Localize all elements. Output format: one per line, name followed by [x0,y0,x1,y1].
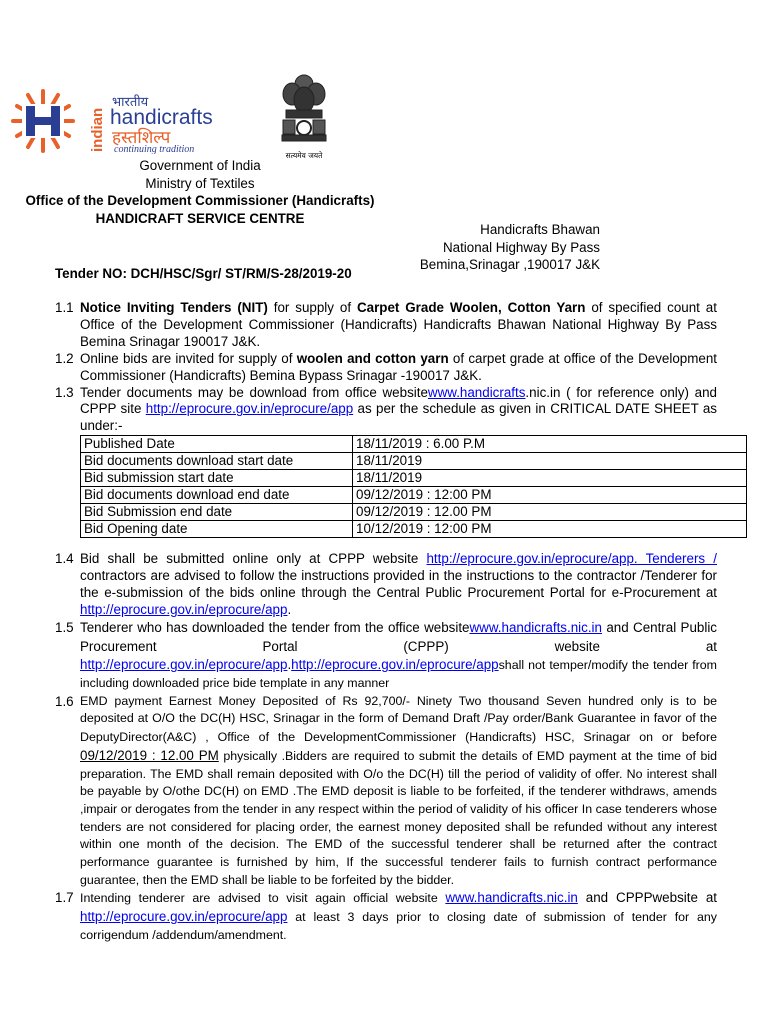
clause-text: Intending tenderer are advised to visit again official website [80,891,446,906]
document-body [55,300,717,945]
header-line-ministry: Ministry of Textiles [145,175,255,191]
tender-number: Tender NO: DCH/HSC/Sgr/ ST/RM/S-28/2019-20 [55,266,352,281]
cppp-link[interactable]: http://eprocure.gov.in/eprocure/app [291,657,499,673]
cppp-link[interactable]: http://eprocure.gov.in/eprocure/app [145,401,354,417]
schedule-value: 18/11/2019 [353,470,747,487]
schedule-label: Bid Opening date [81,521,353,538]
clause-text: .nic.in ( for reference only) and CPPP site [80,384,717,417]
logo-word: handicrafts [110,106,213,129]
clause-1-1 [55,300,717,351]
cppp-link[interactable]: http://eprocure.gov.in/eprocure/app. Tenderers / [426,551,718,567]
clause-text: . [287,657,292,673]
critical-date-table [80,435,747,538]
clause-text: for supply of [267,300,357,315]
schedule-value: 09/12/2019 : 12:00 PM [353,487,747,504]
address-line-2: National Highway By Pass [442,239,600,255]
schedule-row [81,470,747,487]
schedule-value: 09/12/2019 : 12.00 PM [353,504,747,521]
clause-text: at least 3 days prior to closing date of submission of tender for any corrigendum /addendum/amendment. [80,910,717,942]
logo-tagline: continuing tradition [114,144,195,154]
website-link[interactable]: www.handicrafts.nic.in [445,890,578,906]
clause-text: of carpet grade at office of the Development Commissioner (Handicrafts) Bemina Bypass Srinagar -190017 J&K. [80,350,717,383]
logo-side-word: indian [89,107,106,152]
clause-text: . [287,601,292,617]
logo-hindi-top: भारतीय [112,95,149,110]
schedule-value: 10/12/2019 : 12:00 PM [353,521,747,538]
clause-text: as per the schedule as given in CRITICAL DATE SHEET as under:- [80,401,717,434]
header-line-centre: HANDICRAFT SERVICE CENTRE [95,210,305,226]
website-link[interactable]: www.handicrafts.nic.in [469,619,602,635]
header-line-govt: Government of India [139,158,261,173]
clause-number: 1.6 [55,693,74,709]
clause-number: 1.3 [55,384,74,400]
clause-text: Bid shall be submitted online only at CPPP website [80,551,427,567]
schedule-label: Bid Submission end date [81,504,353,521]
clause-text: Online bids are invited for supply of [80,350,297,366]
clause-1-5 [55,619,717,693]
clause-text: EMD payment Earnest Money Deposited of Rs 92,700/- Ninety Two thousand Seven hundred only is to be deposited at O/O the DC(H) HSC, Srinagar in the form of Demand Draft /Pay order/Bank Guarantee in favor of the DeputyDirector(A&C) , Office of the DevelopmentCommissioner (Handicrafts) HSC, Srinagar on or before [80,693,717,745]
clause-number: 1.1 [55,300,74,315]
header-block [0,157,400,227]
address-line-3: Bemina,Srinagar ,190017 J&K [419,257,600,273]
clause-text: and CPPPwebsite at [577,890,717,906]
handicrafts-logo [2,88,264,154]
clause-text: shall not temper/modify the tender from including downloaded price bide template in any manner [80,658,717,690]
schedule-row [81,487,747,504]
clause-text: contractors are advised to follow the instructions provided in the instructions to the contractor /Tenderer for the e-submission of the bids online through the Central Public Procurement Portal for e-Procurement at [80,568,717,601]
yarn-bold: Carpet Grade Woolen, Cotton Yarn [356,300,586,315]
schedule-row [81,436,747,453]
clause-text: Tender documents may be download from office website [80,384,428,400]
nit-bold: Notice Inviting Tenders (NIT) [80,300,268,315]
address-block [400,221,600,274]
clause-text: physically .Bidders are required to submit the details of EMD payment at the time of bid preparation. The EMD shall remain deposited with O/o the DC(H) till the period of validity of offer. No interest shall be payable by O/othe DC(H) on EMD .The EMD deposit is liable to be forfeited, if the tenderer withdraws, amends ,impair or derogates from the tender in any respect within the period of validity of his officer In case tenderers whose tenders are not considered for placing order, the earnest money deposited shall be refunded without any interest within one month of the decision. The EMD of the successful tenderer shall be returned after the contract performance guarantee is furnished by him, If the successful tenderer fails to furnish contract performance guarantee, then the EMD shall be liable to be forfeited by the bidder. [80,748,717,887]
clause-1-2 [55,351,717,385]
clause-1-3 [55,385,717,436]
schedule-label: Bid submission start date [81,470,353,487]
emblem-motto: सत्यमेव जयते [285,151,323,160]
schedule-value: 18/11/2019 [353,453,747,470]
clause-text: and Central Public Procurement Portal (CPPP) website at [80,619,718,654]
clause-text: of specified count at Office of the Development Commissioner (Handicrafts) Handicrafts Bhawan National Highway By Pass Bemina Srinagar 190017 J&K. [80,300,717,349]
website-link[interactable]: www.handicrafts [427,384,526,400]
emd-deadline: 09/12/2019 : 12.00 PM [80,747,219,763]
address-line-1: Handicrafts Bhawan [480,222,600,237]
clause-text: Tenderer who has downloaded the tender from the office website [80,619,470,635]
schedule-row [81,504,747,521]
cppp-link[interactable]: http://eprocure.gov.in/eprocure/app [80,601,288,617]
cppp-link[interactable]: http://eprocure.gov.in/eprocure/app [80,909,288,925]
yarn-bold: woolen and cotton yarn [296,350,449,366]
logo-hindi-main: हस्तशिल्प [112,128,171,148]
schedule-label: Bid documents download start date [81,453,353,470]
schedule-value: 18/11/2019 : 6.00 P.M [353,436,747,453]
schedule-label: Bid documents download end date [81,487,353,504]
header-line-office: Office of the Development Commissioner (Handicrafts) [25,193,375,208]
schedule-row [81,453,747,470]
clause-1-7 [55,889,717,944]
lion-capital-icon [282,75,326,141]
clause-number: 1.7 [55,890,74,906]
clause-1-4 [55,551,717,619]
schedule-row [81,521,747,538]
national-emblem [274,70,334,164]
clause-number: 1.4 [55,551,74,567]
schedule-label: Published Date [81,436,353,453]
cppp-link[interactable]: http://eprocure.gov.in/eprocure/app [80,657,288,673]
clause-number: 1.2 [55,350,74,366]
clause-1-6 [55,693,717,890]
clause-number: 1.5 [55,619,74,635]
